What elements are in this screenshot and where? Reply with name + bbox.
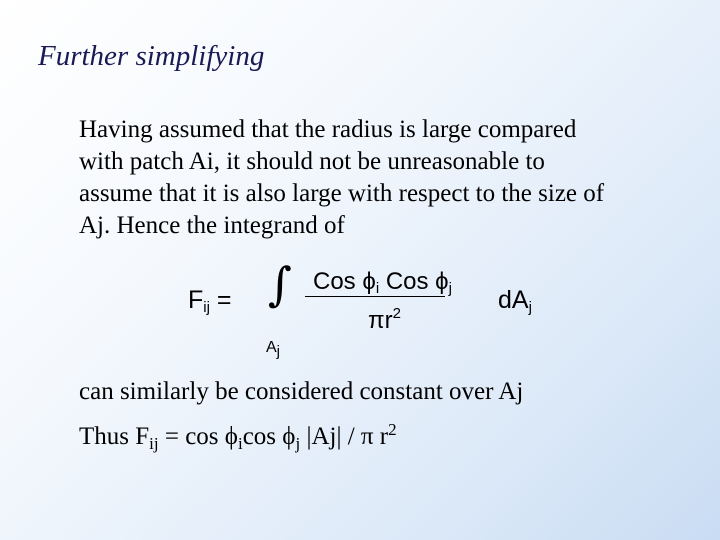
fraction-numerator: Cos $\phi_i$ Cos $\phi_j$ [313,268,452,297]
fraction-denominator: $\pi r^2$ [368,305,401,334]
result-equation: Thus $F_{ij} = \cos \phi_i\cos$ $\phi_j$ |Aj| / π $r^2$ [79,420,397,453]
conclusion-line: can similarly be considered constant over Aj [79,378,524,405]
integral-limit: $A_j$ [266,339,281,360]
fraction-bar [305,296,445,297]
paragraph-line: with patch Ai, it should not be unreasonable to [79,148,545,175]
area-differential: $dA_j$ [498,286,532,316]
paragraph-line: assume that it is also large with respect to the size of [79,180,605,207]
paragraph-line: Aj. Hence the integrand of [79,212,345,239]
paragraph-line: Having assumed that the radius is large compared [79,116,577,143]
integral-sign: ∫ [268,257,292,311]
formula-lhs: $F_{ij}$ = [188,286,232,316]
slide-title: Further simplifying [38,40,265,72]
form-factor-formula [180,255,560,365]
body-paragraph [79,114,689,242]
